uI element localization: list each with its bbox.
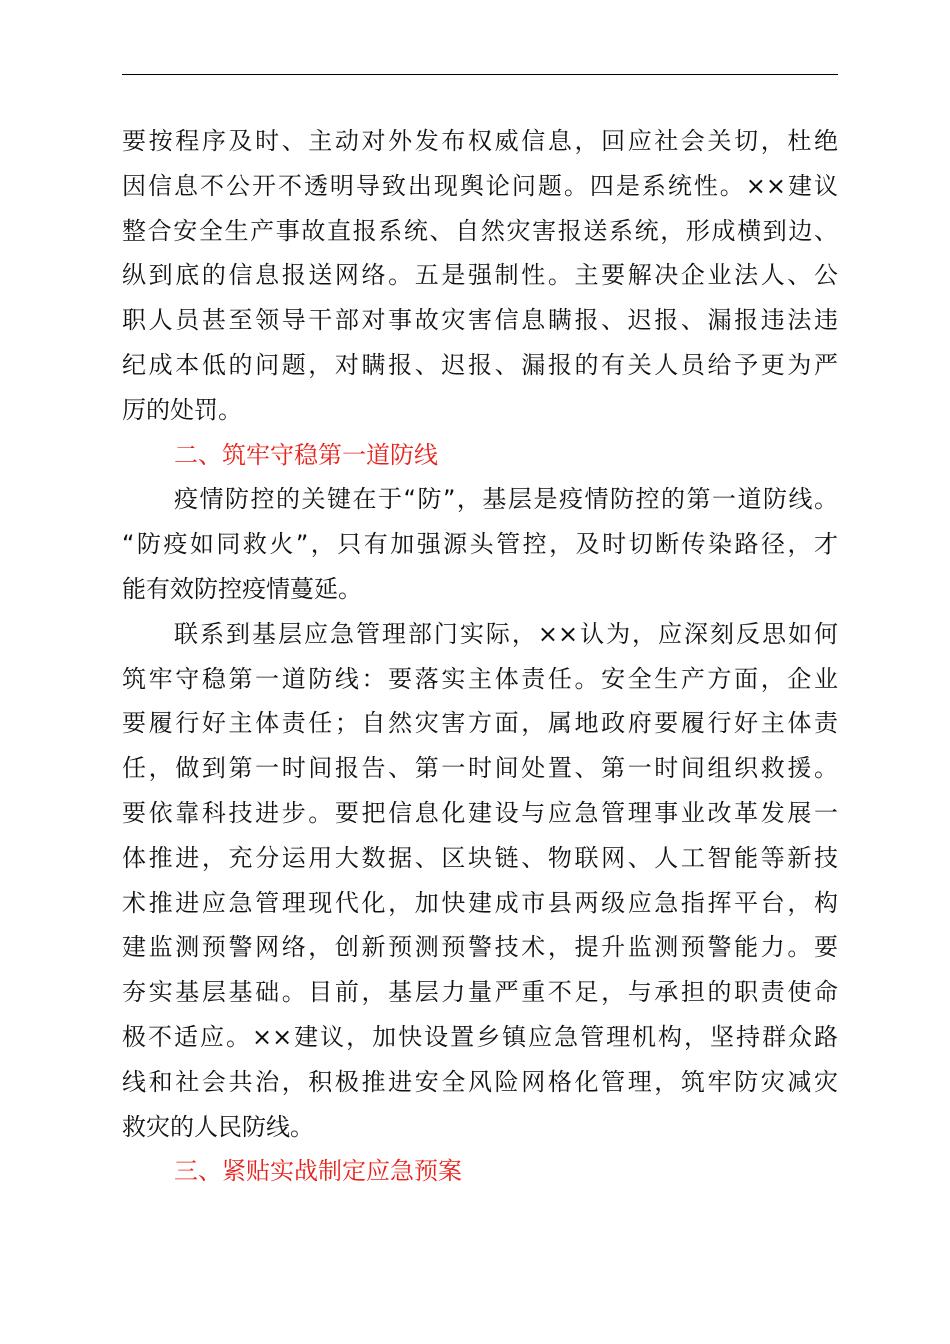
text-line: 极不适应。××建议，加快设置乡镇应急管理机构，坚持群众路 bbox=[122, 1022, 838, 1051]
text-line: 因信息不公开不透明导致出现舆论问题。四是系统性。××建议 bbox=[122, 171, 838, 200]
text-line: 厉的处罚。 bbox=[122, 395, 242, 424]
text-line: 要履行好主体责任；自然灾害方面，属地政府要履行好主体责 bbox=[122, 709, 838, 738]
document-body bbox=[122, 119, 838, 1194]
text-line: 筑牢守稳第一道防线：要落实主体责任。安全生产方面，企业 bbox=[122, 664, 838, 693]
paragraph-1 bbox=[122, 119, 838, 433]
text-line: 任，做到第一时间报告、第一时间处置、第一时间组织救援。 bbox=[122, 754, 838, 783]
text-line: 要按程序及时、主动对外发布权威信息，回应社会关切，杜绝 bbox=[122, 127, 838, 155]
text-line: 救灾的人民防线。 bbox=[122, 1112, 314, 1141]
paragraph-3 bbox=[122, 612, 838, 1150]
text-line: 纪成本低的问题，对瞒报、迟报、漏报的有关人员给予更为严 bbox=[122, 350, 838, 379]
text-line: 整合安全生产事故直报系统、自然灾害报送系统，形成横到边、 bbox=[122, 216, 838, 245]
text-line: 疫情防控的关键在于“防”，基层是疫情防控的第一道防线。 bbox=[174, 485, 838, 514]
text-line: 能有效防控疫情蔓延。 bbox=[122, 574, 362, 603]
text-line: 纵到底的信息报送网络。五是强制性。主要解决企业法人、公 bbox=[122, 261, 838, 290]
text-line: 职人员甚至领导干部对事故灾害信息瞒报、迟报、漏报违法违 bbox=[122, 306, 838, 335]
header-rule bbox=[122, 74, 838, 75]
text-line: 线和社会共治，积极推进安全风险网格化管理，筑牢防灾减灾 bbox=[122, 1067, 838, 1096]
text-line: 夯实基层基础。目前，基层力量严重不足，与承担的职责使命 bbox=[122, 978, 838, 1007]
paragraph-2 bbox=[122, 477, 838, 611]
text-line: 建监测预警网络，创新预测预警技术，提升监测预警能力。要 bbox=[122, 933, 838, 962]
text-line: 体推进，充分运用大数据、区块链、物联网、人工智能等新技 bbox=[122, 843, 838, 872]
text-line: 术推进应急管理现代化，加快建成市县两级应急指挥平台，构 bbox=[122, 888, 838, 917]
text-line: “防疫如同救火”，只有加强源头管控，及时切断传染路径，才 bbox=[122, 530, 838, 559]
section-heading-2: 二、筑牢守稳第一道防线 bbox=[174, 440, 438, 469]
text-line: 要依靠科技进步。要把信息化建设与应急管理事业改革发展一 bbox=[122, 798, 838, 827]
text-line: 联系到基层应急管理部门实际，××认为，应深刻反思如何 bbox=[174, 619, 838, 648]
section-heading-3: 三、紧贴实战制定应急预案 bbox=[174, 1157, 462, 1186]
